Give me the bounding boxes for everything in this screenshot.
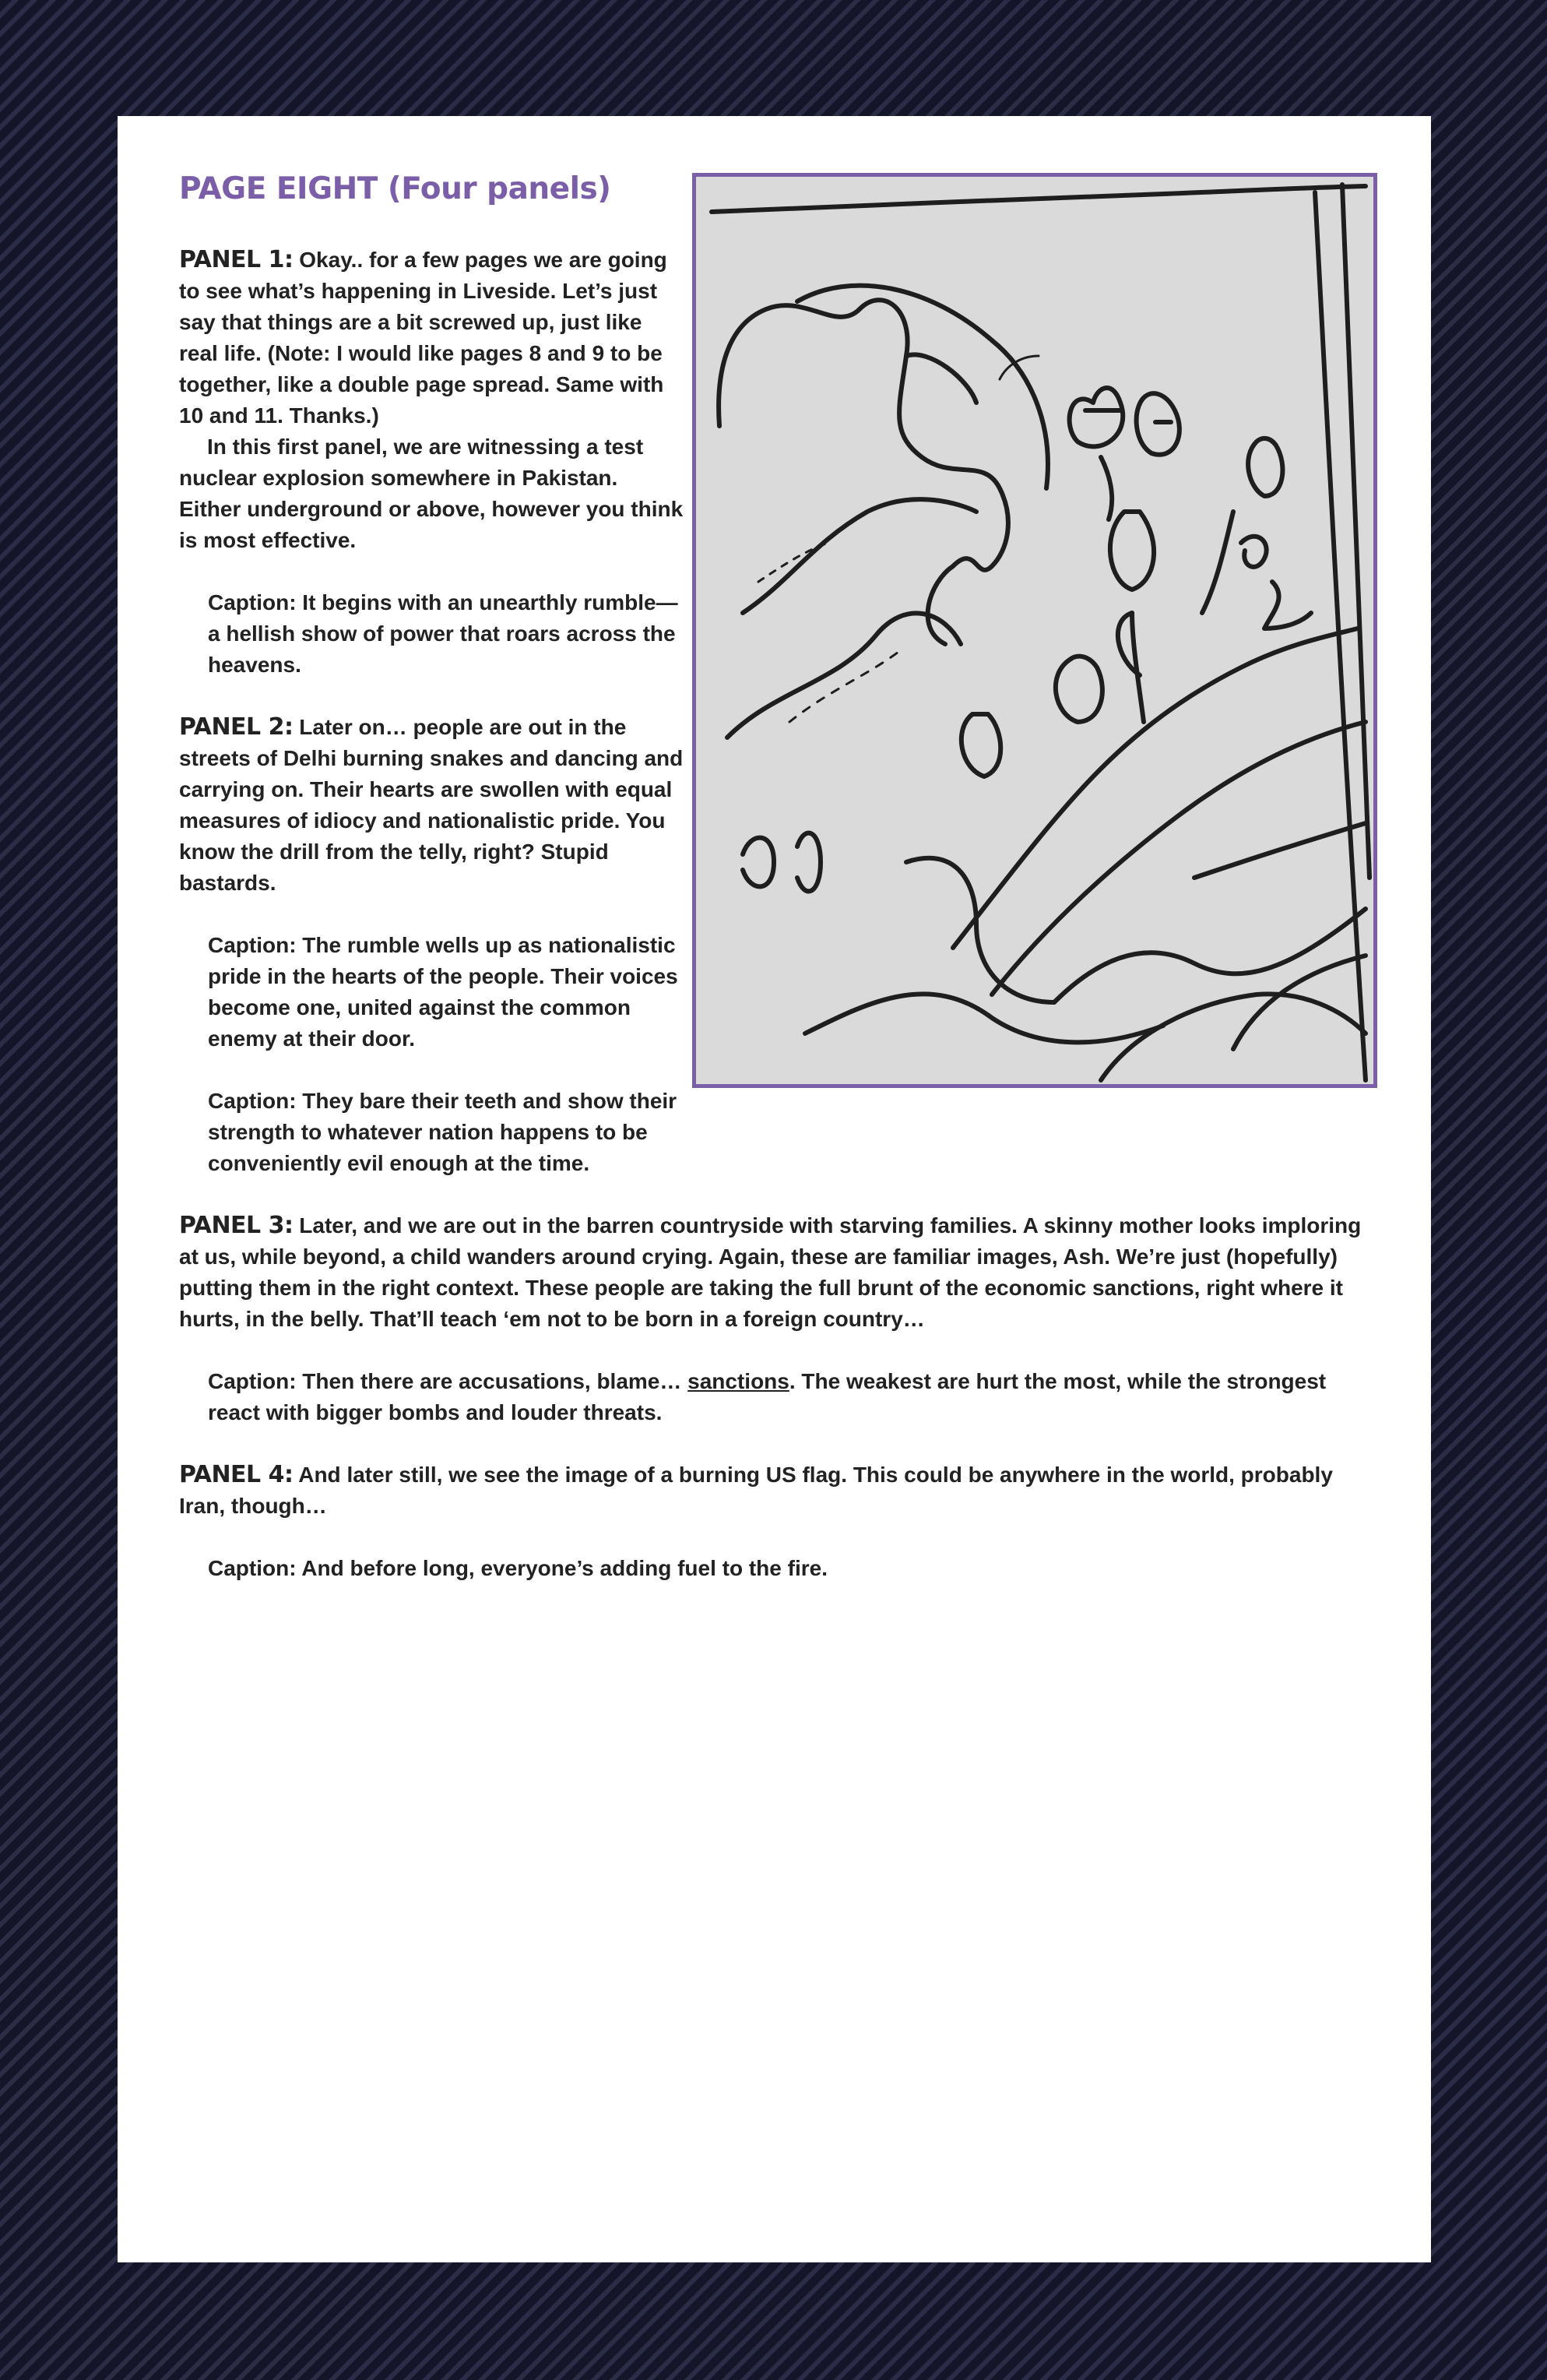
panel-4-caption: Caption: And before long, everyone’s adding fuel to the fire. <box>208 1556 828 1580</box>
panel-3-block <box>179 1210 1370 1459</box>
panel-2-caption-2: Caption: They bare their teeth and show their strength to whatever nation happens to be conveniently evil enough at the time. <box>208 1089 677 1175</box>
panel-1-description-continued <box>179 431 685 556</box>
panel-2-text: Later on… people are out in the streets of Delhi burning snakes and dancing and carrying on. Their hearts are swollen with equal measures of idiocy and nationalistic pride. You know the drill from the telly, right? Stupid bastards. <box>179 715 684 895</box>
panel-3-description <box>179 1210 1370 1335</box>
panel-3-caption-start: Caption: Then there are accusations, blame… <box>208 1369 682 1393</box>
panel-3-caption-end: . The weakest are hurt the most, while the strongest react with bigger bombs and louder threats. <box>208 1369 1327 1424</box>
panel-3-text: Later, and we are out in the barren countryside with starving families. A skinny mother looks imploring at us, while beyond, a child wanders around crying. Again, these are familiar images, Ash. We’re just (hopefully) putting them in the right context. These people are taking the full brunt of the economic sanctions, right where it hurts, in the belly. That’ll teach ‘em not to be born in a foreign country… <box>179 1213 1362 1331</box>
panel-2-block <box>179 712 685 1210</box>
script-page <box>118 116 1431 2262</box>
panel-1-caption: Caption: It begins with an unearthly rumble—a hellish show of power that roars across the heavens. <box>208 590 678 677</box>
panel-4-description <box>179 1459 1370 1522</box>
panel-1-text: Okay.. for a few pages we are going to see what’s happening in Liveside. Let’s just say that things are a bit screwed up, just like real life. (Note: I would like pages 8 and 9 to be together, like a double page spread. Same with 10 and 11. Thanks.) <box>179 248 667 428</box>
panel-4-block <box>179 1459 1370 1584</box>
page-title: PAGE EIGHT (Four panels) <box>179 171 611 206</box>
panel-3-caption-underlined: sanctions <box>687 1369 789 1393</box>
panel-1-description <box>179 245 685 431</box>
panel-2-label: PANEL 2: <box>179 713 294 741</box>
panel-3-caption <box>179 1366 1370 1428</box>
panel-1-text-2: In this first panel, we are witnessing a test nuclear explosion somewhere in Pakistan. Either underground or above, however you think is most effective. <box>179 435 684 552</box>
panel-4-text: And later still, we see the image of a burning US flag. This could be anywhere in the world, probably Iran, though… <box>179 1463 1333 1518</box>
panel-2-caption-1: Caption: The rumble wells up as nationalistic pride in the hearts of the people. Their voices become one, united against the common enemy at their door. <box>208 933 678 1051</box>
panel-3-label: PANEL 3: <box>179 1212 294 1239</box>
panel-1-block <box>179 245 685 712</box>
panel-2-description <box>179 712 685 899</box>
panel-1-label: PANEL 1: <box>179 246 294 273</box>
script-body <box>179 245 1370 1584</box>
panel-4-label: PANEL 4: <box>179 1461 294 1488</box>
